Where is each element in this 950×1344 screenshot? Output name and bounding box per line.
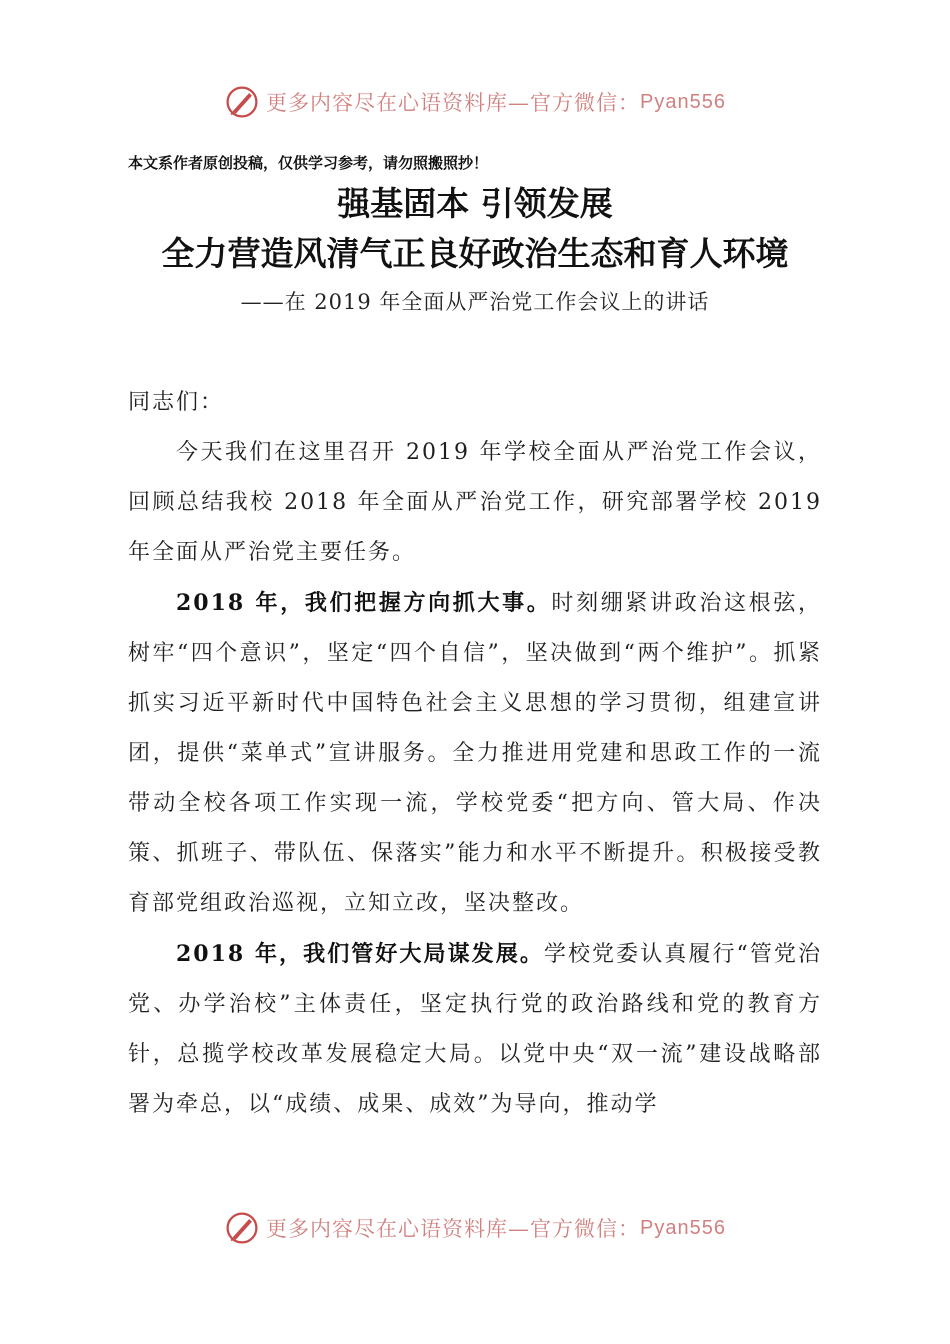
document-title-line1: 强基固本 引领发展 [337, 184, 613, 223]
salutation: 同志们： [128, 390, 225, 415]
pen-circle-logo-icon [224, 84, 260, 120]
watermark-header [0, 82, 950, 122]
paragraph-2-text: 时刻绷紧讲政治这根弦，树牢“四个意识”，坚定“四个自信”，坚决做到“两个维护”。抓紧抓实习近平新时代中国特色社会主义思想的学习贯彻，组建宣讲团，提供“菜单式”宣讲服务。全力推进用党建和思政工作的一流带动全校各项工作实现一流，学校党委“把方向、管大局、作决策、抓班子、带队伍、保落实”能力和水平不断提升。积极接受教育部党组政治巡视，立知立改，坚决整改。 [128, 591, 822, 916]
paragraph-2-lead: 2018 年，我们把握方向抓大事。 [176, 590, 552, 616]
document-title-line2: 全力营造风清气正良好政治生态和育人环境 [161, 234, 789, 273]
paragraph-1-text: 今天我们在这里召开 2019 年学校全面从严治党工作会议，回顾总结我校 2018 年全面从严治党工作，研究部署学校 2019 年全面从严治党主要任务。 [128, 440, 822, 565]
paragraph-3 [128, 929, 822, 1130]
copyright-notice: 本文系作者原创投稿，仅供学习参考，请勿照搬照抄！ [128, 154, 489, 172]
watermark-footer [0, 1208, 950, 1248]
pen-circle-logo-icon [224, 1210, 260, 1246]
watermark-text: 更多内容尽在心语资料库—官方微信： [266, 1217, 641, 1241]
watermark-wechat-id: Pyan556 [640, 1216, 726, 1239]
paragraph-3-lead: 2018 年，我们管好大局谋发展。 [176, 941, 544, 967]
paragraph-3-text: 学校党委认真履行“管党治党、办学治校”主体责任，坚定执行党的政治路线和党的教育方针，总揽学校改革发展稳定大局。以党中央“双一流”建设战略部署为牵总，以“成绩、成果、成效”为导向，推动学 [128, 942, 823, 1117]
paragraph-2 [128, 578, 822, 929]
paragraph-1 [128, 428, 822, 578]
document-body [128, 378, 822, 1130]
document-subtitle: ——在 2019 年全面从严治党工作会议上的讲话 [240, 290, 710, 314]
watermark-text: 更多内容尽在心语资料库—官方微信： [266, 91, 641, 115]
watermark-wechat-id: Pyan556 [640, 90, 726, 113]
